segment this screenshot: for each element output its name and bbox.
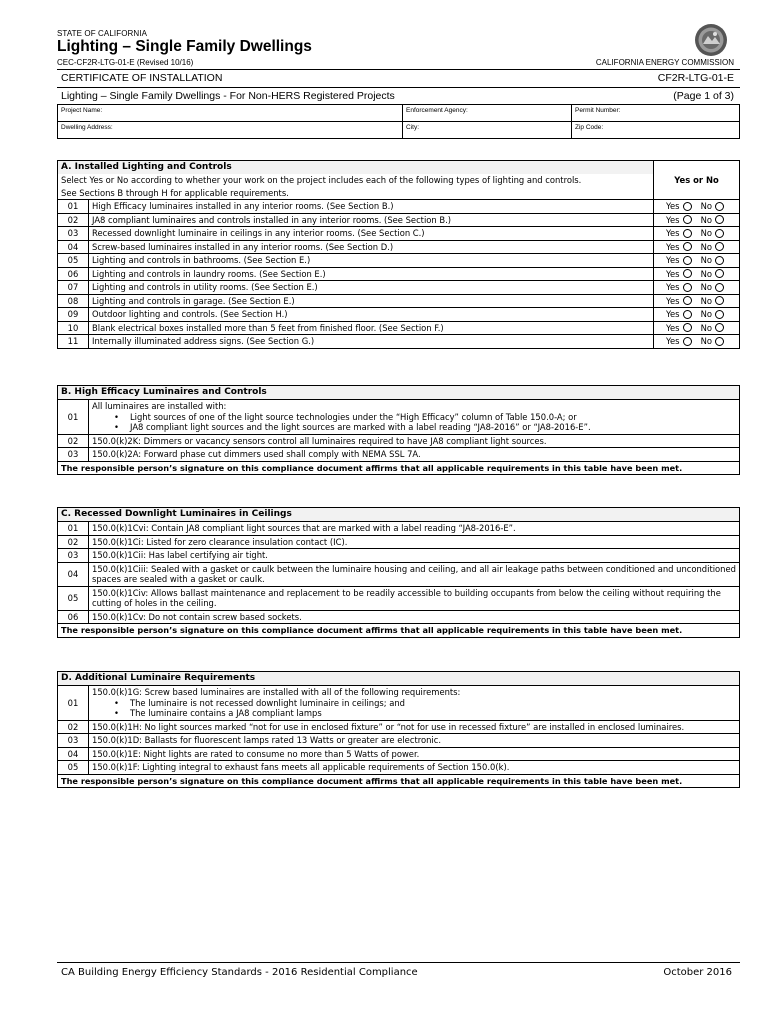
row-number: 07 xyxy=(58,281,89,295)
yes-radio[interactable] xyxy=(683,337,692,346)
yes-radio[interactable] xyxy=(683,202,692,211)
yes-no-selector xyxy=(654,267,740,281)
no-radio[interactable] xyxy=(715,269,724,278)
signature-affirmation: The responsible person’s signature on this compliance document affirms that all applicable requirements in this table have been met. xyxy=(58,774,740,787)
row-number: 02 xyxy=(58,720,89,734)
row-number: 02 xyxy=(58,213,89,227)
certificate-code: CF2R-LTG-01-E xyxy=(657,72,734,84)
permit-number-field[interactable]: Permit Number: xyxy=(572,105,740,122)
requirement-text xyxy=(89,400,740,435)
section-b-table xyxy=(57,385,740,475)
yes-no-selector xyxy=(654,335,740,349)
no-label: No xyxy=(700,255,712,266)
yes-radio[interactable] xyxy=(683,215,692,224)
signature-affirmation: The responsible person’s signature on this compliance document affirms that all applicable requirements in this table have been met. xyxy=(58,624,740,637)
certificate-subtitle: Lighting – Single Family Dwellings - For Non-HERS Registered Projects xyxy=(61,90,395,102)
row-number: 01 xyxy=(58,400,89,435)
table-row xyxy=(58,734,740,748)
form-id: CEC-CF2R-LTG-01-E (Revised 10/16) xyxy=(57,58,194,67)
yes-no-selector xyxy=(654,213,740,227)
yes-label: Yes xyxy=(666,322,680,333)
no-label: No xyxy=(700,228,712,239)
requirement-text: 150.0(k)2A: Forward phase cut dimmers used shall comply with NEMA SSL 7A. xyxy=(89,448,740,462)
table-row xyxy=(58,610,740,624)
requirement-text: 150.0(k)1Ciii: Sealed with a gasket or caulk between the luminaire housing and ceiling, and all air leakage paths between conditioned and unconditioned spaces are sealed with a gasket or caulk. xyxy=(89,562,740,586)
table-row xyxy=(58,321,740,335)
yes-label: Yes xyxy=(666,268,680,279)
yes-radio[interactable] xyxy=(683,256,692,265)
yes-label: Yes xyxy=(666,255,680,266)
yes-radio[interactable] xyxy=(683,242,692,251)
section-c-table xyxy=(57,507,740,638)
no-radio[interactable] xyxy=(715,337,724,346)
section-a-intro: Select Yes or No according to whether your work on the project includes each of the following types of lighting and controls. xyxy=(58,174,654,187)
no-radio[interactable] xyxy=(715,296,724,305)
requirement-text: 150.0(k)1H: No light sources marked “not for use in enclosed fixture” or “not for use in recessed fixture” are installed in enclosed luminaires. xyxy=(89,720,740,734)
bullet-item: • The luminaire is not recessed downlight luminaire in ceilings; and xyxy=(92,698,736,709)
yes-radio[interactable] xyxy=(683,283,692,292)
table-row xyxy=(58,522,740,536)
no-radio[interactable] xyxy=(715,242,724,251)
requirement-text: 150.0(k)1Cv: Do not contain screw based sockets. xyxy=(89,610,740,624)
bullet-item: • The luminaire contains a JA8 compliant lamps xyxy=(92,708,736,719)
yes-or-no-header: Yes or No xyxy=(654,161,740,200)
row-number: 02 xyxy=(58,434,89,448)
no-radio[interactable] xyxy=(715,323,724,332)
section-d-table xyxy=(57,671,740,788)
yes-radio[interactable] xyxy=(683,310,692,319)
bullet-item: • JA8 compliant light sources and the light sources are marked with a label reading “JA8-2016” or “JA8-2016-E”. xyxy=(92,422,736,433)
row-number: 06 xyxy=(58,610,89,624)
section-a-intro-2: See Sections B through H for applicable requirements. xyxy=(58,187,654,200)
row-number: 03 xyxy=(58,227,89,241)
requirement-text: 150.0(k)1Civ: Allows ballast maintenance and replacement to be readily accessible to building occupants from below the ceiling without requiring the cutting of holes in the ceiling. xyxy=(89,586,740,610)
yes-label: Yes xyxy=(666,228,680,239)
page-number: (Page 1 of 3) xyxy=(673,90,734,102)
commission-label: CALIFORNIA ENERGY COMMISSION xyxy=(595,58,734,67)
yes-label: Yes xyxy=(666,282,680,293)
table-row xyxy=(58,294,740,308)
yes-label: Yes xyxy=(666,241,680,252)
lighting-type-label: Lighting and controls in laundry rooms. (See Section E.) xyxy=(89,267,654,281)
table-row xyxy=(58,254,740,268)
no-label: No xyxy=(700,295,712,306)
row-number: 11 xyxy=(58,335,89,349)
yes-label: Yes xyxy=(666,295,680,306)
enforcement-agency-field[interactable]: Enforcement Agency: xyxy=(403,105,572,122)
footer-date: October 2016 xyxy=(663,967,732,978)
state-label: STATE OF CALIFORNIA xyxy=(57,29,148,38)
table-row xyxy=(58,281,740,295)
section-b-title: B. High Efficacy Luminaires and Controls xyxy=(58,386,740,400)
no-radio[interactable] xyxy=(715,229,724,238)
table-row xyxy=(58,535,740,549)
lighting-type-label: Lighting and controls in bathrooms. (See Section E.) xyxy=(89,254,654,268)
page-footer xyxy=(57,962,740,978)
yes-label: Yes xyxy=(666,309,680,320)
requirement-intro: 150.0(k)1G: Screw based luminaires are installed with all of the following requirements: xyxy=(92,687,461,698)
yes-no-selector xyxy=(654,200,740,214)
row-number: 03 xyxy=(58,734,89,748)
yes-label: Yes xyxy=(666,336,680,347)
no-radio[interactable] xyxy=(715,215,724,224)
lighting-type-label: Screw-based luminaires installed in any interior rooms. (See Section D.) xyxy=(89,240,654,254)
table-row xyxy=(58,720,740,734)
lighting-type-label: Lighting and controls in garage. (See Section E.) xyxy=(89,294,654,308)
section-c-title: C. Recessed Downlight Luminaires in Ceilings xyxy=(58,508,740,522)
table-row xyxy=(58,240,740,254)
yes-radio[interactable] xyxy=(683,323,692,332)
yes-no-selector xyxy=(654,281,740,295)
table-row xyxy=(58,213,740,227)
table-row xyxy=(58,227,740,241)
row-number: 04 xyxy=(58,562,89,586)
city-field[interactable]: City: xyxy=(403,122,572,139)
no-label: No xyxy=(700,241,712,252)
zip-code-field[interactable]: Zip Code: xyxy=(572,122,740,139)
yes-no-selector xyxy=(654,321,740,335)
table-row xyxy=(58,586,740,610)
requirement-text: 150.0(k)1Ci: Listed for zero clearance insulation contact (IC). xyxy=(89,535,740,549)
lighting-type-label: Lighting and controls in utility rooms. (See Section E.) xyxy=(89,281,654,295)
row-number: 01 xyxy=(58,522,89,536)
yes-no-selector xyxy=(654,254,740,268)
table-row xyxy=(58,308,740,322)
no-label: No xyxy=(700,214,712,225)
row-number: 04 xyxy=(58,240,89,254)
no-label: No xyxy=(700,322,712,333)
row-number: 03 xyxy=(58,549,89,563)
row-number: 06 xyxy=(58,267,89,281)
row-number: 01 xyxy=(58,686,89,721)
signature-affirmation: The responsible person’s signature on this compliance document affirms that all applicable requirements in this table have been met. xyxy=(58,461,740,474)
yes-no-selector xyxy=(654,240,740,254)
lighting-type-label: Blank electrical boxes installed more than 5 feet from finished floor. (See Section F.) xyxy=(89,321,654,335)
lighting-type-label: Recessed downlight luminaire in ceilings in any interior rooms. (See Section C.) xyxy=(89,227,654,241)
row-number: 05 xyxy=(58,586,89,610)
section-a-table xyxy=(57,160,740,349)
no-label: No xyxy=(700,201,712,212)
no-radio[interactable] xyxy=(715,202,724,211)
state-seal-icon xyxy=(694,23,728,57)
row-number: 05 xyxy=(58,254,89,268)
bullet-item: • Light sources of one of the light source technologies under the “High Efficacy” column of Table 150.0-A; or xyxy=(92,412,736,423)
yes-label: Yes xyxy=(666,214,680,225)
footer-standards: CA Building Energy Efficiency Standards - 2016 Residential Compliance xyxy=(61,967,418,978)
no-radio[interactable] xyxy=(715,310,724,319)
certificate-title: CERTIFICATE OF INSTALLATION xyxy=(61,72,223,84)
no-label: No xyxy=(700,309,712,320)
row-number: 08 xyxy=(58,294,89,308)
certificate-header xyxy=(57,69,740,105)
table-row xyxy=(58,761,740,775)
section-a-title: A. Installed Lighting and Controls xyxy=(58,161,654,175)
table-row xyxy=(58,562,740,586)
requirement-text xyxy=(89,686,740,721)
yes-no-selector xyxy=(654,294,740,308)
no-radio[interactable] xyxy=(715,256,724,265)
row-number: 04 xyxy=(58,747,89,761)
requirement-intro: All luminaires are installed with: xyxy=(92,401,227,412)
lighting-type-label: JA8 compliant luminaires and controls installed in any interior rooms. (See Section B.) xyxy=(89,213,654,227)
row-number: 05 xyxy=(58,761,89,775)
row-number: 09 xyxy=(58,308,89,322)
lighting-type-label: High Efficacy luminaires installed in any interior rooms. (See Section B.) xyxy=(89,200,654,214)
requirement-text: 150.0(k)1F: Lighting integral to exhaust fans meets all applicable requirements of Section 150.0(k). xyxy=(89,761,740,775)
yes-label: Yes xyxy=(666,201,680,212)
document-title: Lighting – Single Family Dwellings xyxy=(57,38,312,55)
yes-no-selector xyxy=(654,227,740,241)
yes-radio[interactable] xyxy=(683,296,692,305)
requirement-text: 150.0(k)1Cii: Has label certifying air tight. xyxy=(89,549,740,563)
requirement-text: 150.0(k)1Cvi: Contain JA8 compliant light sources that are marked with a label reading “JA8-2016-E”. xyxy=(89,522,740,536)
requirement-text: 150.0(k)1E: Night lights are rated to consume no more than 5 Watts of power. xyxy=(89,747,740,761)
table-row xyxy=(58,267,740,281)
project-name-field[interactable]: Project Name: xyxy=(58,105,403,122)
no-label: No xyxy=(700,282,712,293)
table-row xyxy=(58,200,740,214)
yes-radio[interactable] xyxy=(683,269,692,278)
dwelling-address-field[interactable]: Dwelling Address: xyxy=(58,122,403,139)
form-page xyxy=(57,0,740,1024)
table-row xyxy=(58,549,740,563)
lighting-type-label: Outdoor lighting and controls. (See Section H.) xyxy=(89,308,654,322)
requirement-text: 150.0(k)2K: Dimmers or vacancy sensors control all luminaires required to have JA8 compliant light sources. xyxy=(89,434,740,448)
no-label: No xyxy=(700,336,712,347)
table-row xyxy=(58,747,740,761)
no-label: No xyxy=(700,268,712,279)
table-row xyxy=(58,335,740,349)
yes-no-selector xyxy=(654,308,740,322)
project-info-table xyxy=(57,104,740,139)
row-number: 01 xyxy=(58,200,89,214)
row-number: 03 xyxy=(58,448,89,462)
yes-radio[interactable] xyxy=(683,229,692,238)
section-d-title: D. Additional Luminaire Requirements xyxy=(58,672,740,686)
lighting-type-label: Internally illuminated address signs. (See Section G.) xyxy=(89,335,654,349)
requirement-text: 150.0(k)1D: Ballasts for fluorescent lamps rated 13 Watts or greater are electronic. xyxy=(89,734,740,748)
no-radio[interactable] xyxy=(715,283,724,292)
row-number: 10 xyxy=(58,321,89,335)
row-number: 02 xyxy=(58,535,89,549)
